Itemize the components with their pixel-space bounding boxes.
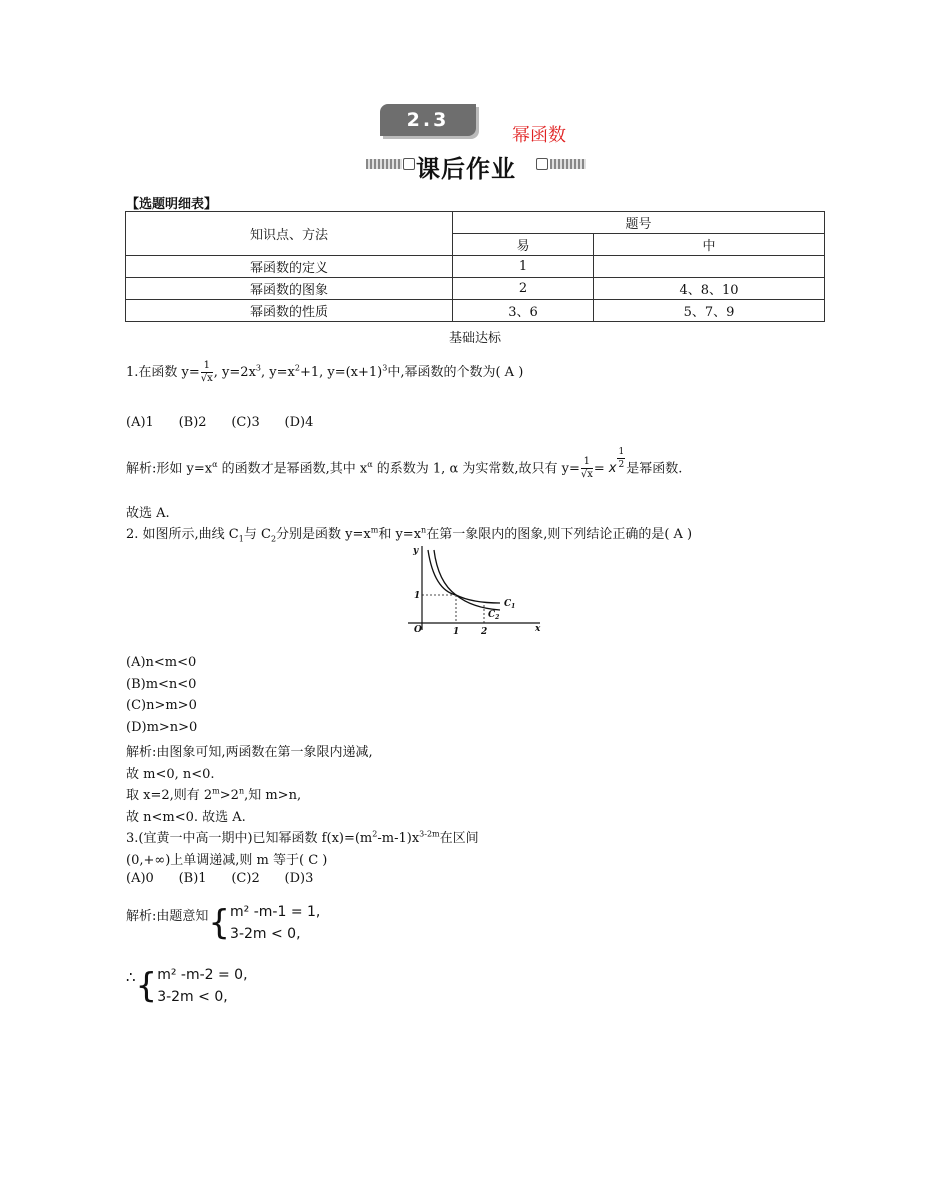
q3-stem-text: -m-1)x	[377, 831, 420, 846]
table-cell: 幂函数的图象	[126, 278, 453, 300]
left-brace-icon: {	[135, 966, 158, 1006]
equation-system-2	[157, 964, 247, 1008]
section-topic: 幂函数	[512, 125, 566, 146]
q3-stem-line2: (0,+∞)上单调递减,则 m 等于( C )	[126, 853, 328, 868]
exponent: 2	[372, 829, 378, 839]
q3-options: (A)0 (B)1 (C)2 (D)3	[126, 871, 314, 886]
q1-stem	[126, 360, 523, 385]
table-row	[126, 300, 825, 322]
power-base: x	[608, 461, 617, 477]
q1-stem-text: , y=2x	[213, 365, 256, 380]
analysis-text: ,知 m>n,	[244, 788, 302, 803]
table-cell: 2	[453, 278, 594, 300]
table-cell: 幂函数的定义	[126, 256, 453, 278]
exponent: n	[238, 786, 245, 796]
equation-line: m² -m-1 = 1,	[230, 904, 321, 920]
analysis-text: >2	[219, 788, 239, 803]
q1-stem-text: 中,幂函数的个数为( A )	[387, 365, 524, 380]
q1-stem-text: , y=x	[261, 365, 295, 380]
svg-text:C2	[488, 610, 499, 621]
analysis-text: 解析:形如 y=x	[126, 461, 213, 477]
q3-analysis	[126, 901, 320, 945]
x-axis-label: x	[535, 624, 541, 634]
exponent: 3-2m	[419, 829, 440, 839]
power-function-graph	[400, 542, 550, 642]
tick-y1: 1	[414, 591, 421, 601]
table-cell: 1	[453, 256, 594, 278]
banner-stripe-right	[550, 159, 586, 169]
detail-table-label: 【选题明细表】	[126, 197, 218, 212]
tick-x2: 2	[481, 627, 488, 637]
table-subheader-easy: 易	[453, 234, 594, 256]
exponent: α	[367, 460, 373, 469]
q2-stem-text: 与 C	[243, 527, 271, 542]
fraction-denominator: √x	[200, 373, 213, 384]
q2-conclusion: 故 n<m<0. 故选 A.	[126, 810, 246, 825]
exponent: m	[370, 525, 379, 535]
table-subheader-medium: 中	[594, 234, 825, 256]
table-cell: 3、6	[453, 300, 594, 322]
q1-analysis	[126, 446, 682, 481]
q1-stem-text: +1, y=(x+1)	[299, 365, 383, 380]
exponent: m	[212, 786, 220, 796]
q2-analysis-3	[126, 784, 301, 803]
q2-analysis-1: 解析:由图象可知,两函数在第一象限内递减,	[126, 745, 373, 760]
q2-option-a: (A)n<m<0	[126, 655, 197, 670]
fraction-denominator: √x	[580, 469, 593, 481]
left-brace-icon: {	[208, 903, 231, 943]
q2-option-b: (B)m<n<0	[126, 677, 197, 692]
fraction-numerator: 1	[618, 447, 625, 457]
q2-analysis-2: 故 m<0, n<0.	[126, 767, 215, 782]
banner-knob-left	[403, 158, 415, 170]
exponent: n	[421, 525, 427, 535]
q3-therefore	[126, 964, 248, 1008]
exponent: 3	[382, 363, 388, 373]
table-row	[126, 256, 825, 278]
section-number-badge: 2.3	[380, 104, 476, 136]
q1-options: (A)1 (B)2 (C)3 (D)4	[126, 415, 314, 430]
analysis-text: 解析:由题意知	[126, 909, 209, 924]
equation-line: 3-2m < 0,	[230, 926, 301, 942]
homework-banner	[366, 149, 586, 183]
table-row	[126, 278, 825, 300]
q1-fraction	[201, 360, 213, 385]
q2-stem-text: 和 y=x	[378, 527, 422, 542]
subscript: 2	[270, 534, 277, 544]
curve-c2-subscript: 2	[495, 614, 500, 621]
q3-stem	[126, 827, 479, 846]
therefore-symbol: ∴	[126, 968, 136, 986]
table-cell	[594, 256, 825, 278]
curve-c1-label: C	[504, 599, 512, 609]
subscript: 1	[238, 534, 244, 544]
fraction-numerator: 1	[201, 360, 213, 373]
exponent: α	[212, 460, 218, 469]
analysis-text: =	[593, 461, 605, 477]
fraction-denominator: 2	[618, 460, 625, 470]
q2-stem	[126, 523, 692, 544]
curve-c2	[428, 550, 500, 610]
equation-line: 3-2m < 0,	[157, 989, 228, 1005]
svg-text:C1	[504, 599, 515, 610]
q1-stem-text: 1.在函数 y=	[126, 365, 200, 380]
analysis-text: 取 x=2,则有 2	[126, 788, 213, 803]
equation-line: m² -m-2 = 0,	[157, 967, 248, 983]
q3-stem-text: 在区间	[439, 831, 479, 846]
banner-stripe-left	[366, 159, 402, 169]
origin-label: O	[414, 625, 422, 635]
q1-analysis-fraction	[581, 456, 593, 481]
banner-title: 课后作业	[416, 155, 516, 183]
analysis-text: 是幂函数.	[626, 461, 683, 477]
table-cell: 5、7、9	[594, 300, 825, 322]
banner-knob-right	[536, 158, 548, 170]
q3-stem-text: 3.(宜黄一中高一期中)已知幂函数 f(x)=(m	[126, 831, 373, 846]
y-axis-label: y	[413, 546, 419, 556]
q2-option-c: (C)n>m>0	[126, 698, 197, 713]
exponent: 3	[255, 363, 261, 373]
curve-c1-subscript: 1	[511, 603, 516, 610]
equation-system-1	[230, 901, 320, 945]
fraction-numerator: 1	[581, 456, 593, 469]
tick-x1: 1	[453, 627, 460, 637]
table-cell: 幂函数的性质	[126, 300, 453, 322]
analysis-text: 的函数才是幂函数,其中 x	[217, 461, 368, 477]
neg-half-exponent	[617, 446, 625, 471]
table-header-topic: 知识点、方法	[126, 212, 453, 256]
q2-option-d: (D)m>n>0	[126, 720, 198, 735]
q1-conclusion: 故选 A.	[126, 506, 170, 521]
exponent: 2	[294, 363, 300, 373]
table-cell: 4、8、10	[594, 278, 825, 300]
q2-stem-text: 2. 如图所示,曲线 C	[126, 527, 239, 542]
detail-table	[125, 211, 825, 322]
analysis-text: 的系数为 1, α 为实常数,故只有 y=	[372, 461, 580, 477]
q2-stem-text: 分别是函数 y=x	[276, 527, 371, 542]
q2-stem-text: 在第一象限内的图象,则下列结论正确的是( A )	[426, 527, 693, 542]
table-header-number: 题号	[453, 212, 825, 234]
section-title: 基础达标	[448, 331, 501, 346]
curve-c2-label: C	[488, 610, 496, 620]
